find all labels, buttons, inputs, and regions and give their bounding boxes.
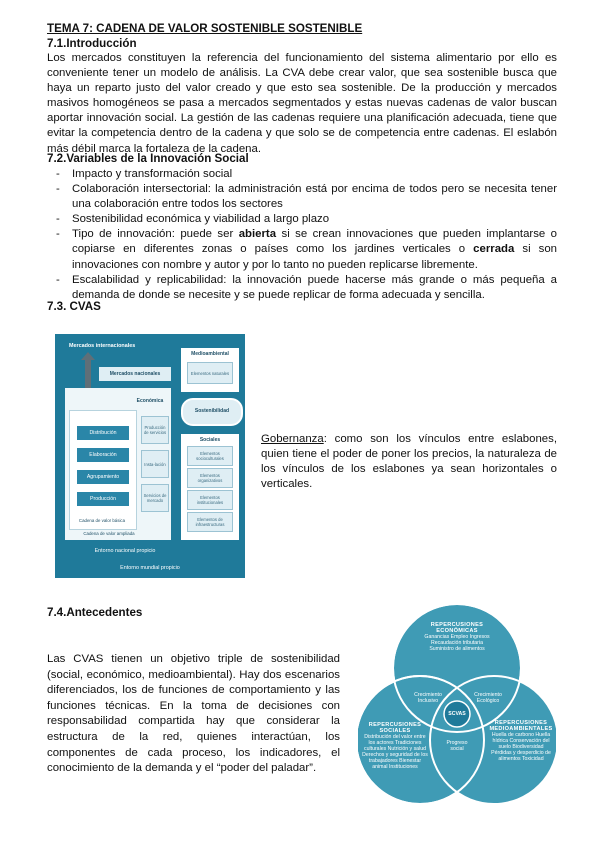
venn-crecimiento-ecologico: Crecimiento Ecológico <box>474 692 502 704</box>
gobernanza-paragraph: Gobernanza: como son los vínculos entre eslabones, quien tiene el poder de poner los precios, la naturaleza de los vínculos de los eslabones ya sean horizontales o verticales. <box>261 433 557 491</box>
list-item: - Escalabilidad y replicabilidad: la innovación puede hacerse más grande o más pequeña a demanda de donde se necesite y se puede replicar de forma adecuada y sencilla. <box>56 273 557 301</box>
stage-elaboracion: Elaboración <box>77 448 129 462</box>
stage-agrupamiento: Agrupamiento <box>77 470 129 484</box>
list-item: - Impacto y transformación social <box>56 168 233 180</box>
list-item: - Colaboración intersectorial: la administración está por encima de todos pero se necesita tener una colaboración entre todos los sectores <box>56 183 557 211</box>
elementos-naturales-box: Elementos naturales <box>187 362 233 384</box>
medioambiental-box: Medioambiental Elementos naturales <box>181 348 239 392</box>
mercados-nacionales-box: Mercados nacionales <box>99 367 171 381</box>
stage-produccion: Producción <box>77 492 129 506</box>
entorno-nacional-label: Entorno nacional propicio <box>94 548 156 554</box>
section-heading-variables: 7.2.Variables de la Innovación Social <box>47 152 249 165</box>
entorno-mundial-label: Entorno mundial propicio <box>120 565 180 571</box>
venn-center: SCVAS <box>448 711 466 717</box>
section-heading-antecedentes: 7.4.Antecedentes <box>47 606 143 619</box>
soc-item: Elementos institucionales <box>187 490 233 510</box>
document-title: TEMA 7: CADENA DE VALOR SOSTENIBLE SOSTENIBLE <box>47 22 363 35</box>
section-heading-introduccion: 7.1.Introducción <box>47 37 137 50</box>
soc-item: Elementos socioculturales <box>187 446 233 466</box>
eco-item: Servicios de mercado <box>141 484 169 512</box>
list-item: - Tipo de innovación: puede ser abierta si se crean innovaciones que pueden implantarse o copiarse en diferentes zonas o países como los jardines verticales o cerrada si son innovaciones con nombre y autor y por lo tanto no pueden replicarse libremente. <box>56 228 558 271</box>
venn-economicas: REPERCUSIONES ECONÓMICAS Ganancias Empleo Ingresos Recaudación tributaria Suministro de alimentos <box>424 622 490 652</box>
cvas-diagram <box>55 334 245 578</box>
venn-medioambientales: REPERCUSIONES MEDIOAMBIENTALES Huella de carbono Huella hídrica Conservación del suelo Biodiversidad Pérdidas y desperdicio de alimentos Toxicidad <box>489 720 553 762</box>
venn-sociales: REPERCUSIONES SOCIALES Distribución del valor entre los actores Tradiciones culturales Nutrición y salud Derechos y seguridad de los trabajadores Bienestar animal Instituciones <box>362 722 428 770</box>
cadena-valor-ampliada-box: Económica Distribución Elaboración Agrupamiento Producción Cadena de valor básica Producción de servicios Insta-lación Servicios de mercado Cadena de valor ampliada <box>65 388 171 540</box>
list-item: - Sostenibilidad económica y viabilidad a largo plazo <box>56 213 330 226</box>
eco-item: Insta-lación <box>141 450 169 478</box>
variables-list <box>47 167 557 303</box>
mercados-internacionales-label: Mercados internacionales <box>69 343 136 349</box>
sostenibilidad-cycle: Sostenibilidad <box>181 398 243 426</box>
introduccion-paragraph: Los mercados constituyen la referencia del funcionamiento del sistema alimentario por ello es conveniente tener un modelo de análisis. La CVA debe crear valor, que sea sostenible busca que haya un reparto justo del valor creado y que esto sea sostenible. De la producción y mercados masivos homogéneos se pasa a mercados segmentados y estas nuevas cadenas de valor buscan aportar innovación social. La gestión de las cadenas requiere una planificación adecuada, tiene que evitar la competencia dentro de la cadena y que solo se de competencia entre cadenas. El eslabón más débil marca la fortaleza de la cadena. <box>47 52 557 155</box>
venn-diagram <box>358 600 556 810</box>
soc-item: Elementos organizativos <box>187 468 233 488</box>
cadena-basica-label: Cadena de valor básica <box>78 518 126 523</box>
arrow-up-icon <box>81 352 95 360</box>
venn-crecimiento-inclusivo: Crecimiento Inclusivo <box>414 692 442 704</box>
cadena-ampliada-label: Cadena de valor ampliada <box>83 531 135 536</box>
stage-distribucion: Distribución <box>77 426 129 440</box>
antecedentes-paragraph: Las CVAS tienen un objetivo triple de sostenibilidad (social, económico, medioambiental). Hay dos escenarios diferenciados, los de funciones de comportamiento y las funciones técnicas. En la toma de decisiones con responsabilidad compartida hay que considerar la estructura de la red, quienes interactúan, los componentes de cada proceso, los indicadores, el conocimiento de la demanda y el “poder del paladar”. <box>47 653 340 775</box>
section-heading-cvas: 7.3. CVAS <box>47 300 101 313</box>
venn-progreso-social: Progreso social <box>446 740 468 752</box>
eco-item: Producción de servicios <box>141 416 169 444</box>
soc-item: Elementos de infraestructuras <box>187 512 233 532</box>
sociales-box: Sociales Elementos socioculturales Elementos organizativos Elementos institucionales Elementos de infraestructuras <box>181 434 239 540</box>
